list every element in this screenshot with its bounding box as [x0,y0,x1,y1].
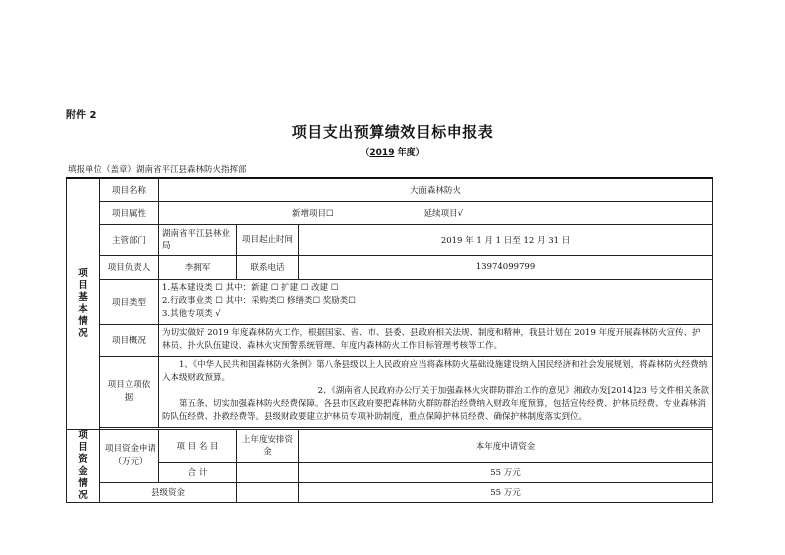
label-funds-request: 项目资金申请（万元） [100,429,159,482]
option-continue-project[interactable]: 延续项目√ [423,208,464,219]
row-project-name [67,178,713,201]
page-title: 项目支出预算绩效目标申报表 [291,123,494,141]
department-value[interactable]: 湖南省平江县林业局 [159,224,237,255]
total-prev-value[interactable] [237,463,299,483]
project-period-value[interactable]: 2019 年 1 月 1 日至 12 月 31 日 [299,224,713,255]
label-phone: 联系电话 [237,255,299,279]
label-leader: 项目负责人 [100,255,159,279]
label-department: 主管部门 [100,224,159,255]
year-prefix: （ [360,148,370,158]
year-suffix: 年度） [394,148,425,158]
label-project-type: 项目类型 [100,279,159,324]
overview-text[interactable]: 为切实做好 2019 年度森林防火工作，根据国家、省、市、县委、县政府相关法规、制度和精神，我县计划在 2019 年度开展森林防火宣传、护林员、扑火队伍建设、森林火灾预警系统管理、年度内森林防火工作目标管理考核等工作。 [159,324,713,356]
col-prev-year-funds: 上年度安排资金 [237,429,299,463]
option-new-project[interactable]: 新增项目☐ [292,208,334,219]
label-overview: 项目概况 [100,324,159,356]
row-funds-header [67,429,713,463]
row-department [67,224,713,255]
project-type-line-1[interactable]: 1.基本建设类 ☐ 其中：新建 ☐ 扩建 ☐ 改建 ☐ [162,283,339,293]
section-basic-info: 项目基本情况 [67,178,100,429]
fiscal-year [0,145,785,158]
label-project-attribute: 项目属性 [100,201,159,224]
project-type-line-3[interactable]: 3.其他专项类 √ [162,309,221,319]
year-value: 2019 [369,148,395,158]
row-funds-total [67,463,713,483]
total-request-value[interactable]: 55 万元 [299,463,713,483]
project-attribute-options [159,201,713,224]
row-project-type [67,279,713,324]
phone-value[interactable]: 13974099799 [299,255,713,279]
county-prev-value[interactable] [237,482,299,502]
reporting-unit: 填报单位（盖章）湖南省平江县森林防火指挥部 [68,165,247,175]
col-current-year-request: 本年度申请资金 [299,429,713,463]
county-funds-label: 县级资金 [100,482,237,502]
label-project-period: 项目起止时间 [237,224,299,255]
basis-paragraph-2: 2、《湖南省人民政府办公厅关于加强森林火灾群防群治工作的意见》湘政办发[2014]23 号文件相关条款 [317,386,710,396]
budget-form-table [66,177,713,503]
total-label: 合 计 [159,463,237,483]
basis-text[interactable] [159,356,713,427]
row-funds-county [67,482,713,502]
label-basis: 项目立项依据 [100,356,159,427]
label-project-name: 项目名称 [100,178,159,201]
leader-value[interactable]: 李拥军 [159,255,237,279]
project-name-value[interactable]: 大面森林防火 [159,178,713,201]
row-basis [67,356,713,427]
county-request-value[interactable]: 55 万元 [299,482,713,502]
attachment-label: 附件 2 [66,110,97,121]
basis-paragraph-1: 1、《中华人民共和国森林防火条例》第八条县级以上人民政府应当将森林防火基础设施建设纳入国民经济和社会发展规划，将森林防火经费纳入本级财政预算。 [162,360,708,383]
row-leader [67,255,713,279]
col-item-name: 项 目 名 目 [159,429,237,463]
row-overview [67,324,713,356]
project-type-line-2[interactable]: 2.行政事业类 ☐ 其中：采购类☐ 修缮类☐ 奖励类☐ [162,296,356,306]
section-funding: 项目资金情况 [67,429,100,502]
basis-paragraph-3: 第五条、切实加强森林防火经费保障。各县市区政府要把森林防火群防群治经费纳入财政年度预算，包括宣传经费、护林员经费、专业森林消防队伍经费、扑救经费等。县级财政要建立护林员专项补助制度，重点保障护林员经费、确保护林制度落实到位。 [162,399,707,422]
project-type-options [159,279,713,324]
row-project-attribute [67,201,713,224]
